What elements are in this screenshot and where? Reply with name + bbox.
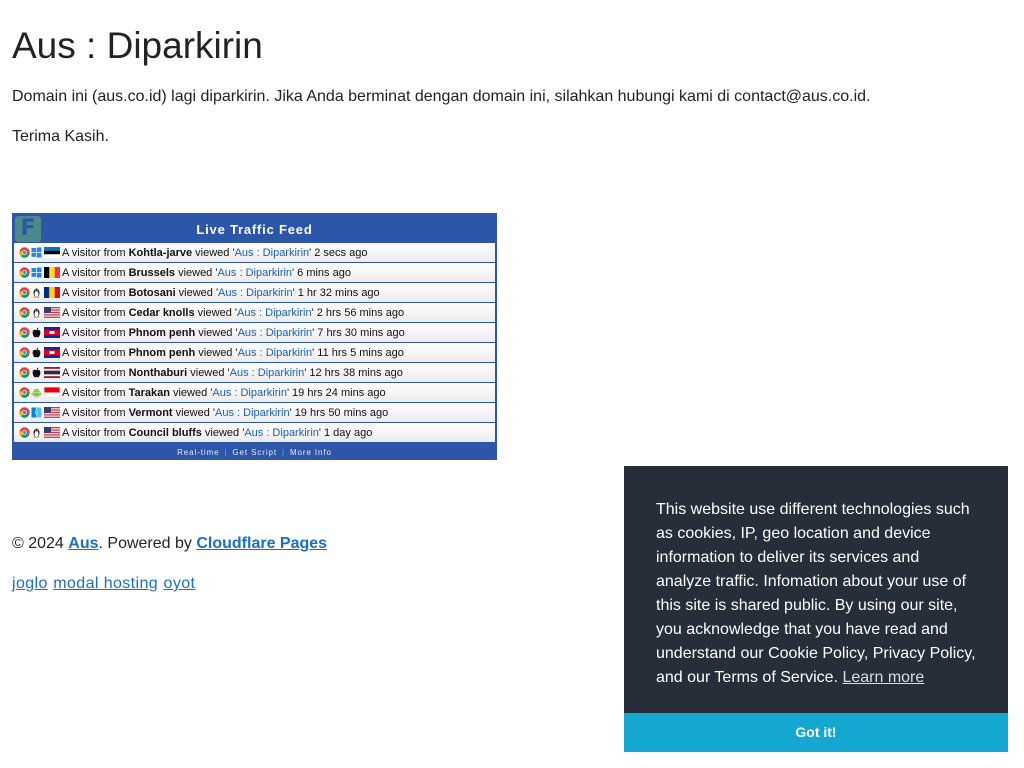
usa-flag	[44, 427, 60, 438]
page-title: Aus : Diparkirin	[12, 25, 263, 66]
feed-row-city: Phnom penh	[128, 346, 196, 359]
chrome-icon	[19, 387, 30, 398]
feed-row-viewed-end: '	[312, 346, 315, 359]
feed-footer	[12, 448, 497, 457]
feed-row-viewed: viewed '	[190, 366, 230, 379]
chrome-icon	[19, 287, 30, 298]
apple-icon	[31, 327, 42, 338]
feed-row-page-link[interactable]: Aus : Diparkirin	[237, 346, 313, 359]
windows-icon	[31, 267, 42, 278]
feed-row-prefix: A visitor from	[62, 406, 126, 419]
romania-flag	[44, 287, 60, 298]
feed-row-time: 1 hr 32 mins ago	[297, 286, 380, 299]
feed-row-prefix: A visitor from	[62, 326, 126, 339]
cambodia-flag	[44, 347, 60, 358]
feed-header	[12, 213, 497, 243]
feed-row-prefix: A visitor from	[62, 366, 126, 379]
feed-row-viewed: viewed '	[197, 306, 238, 319]
feed-row-city: Council bluffs	[128, 426, 202, 439]
chrome-icon	[19, 347, 30, 358]
feed-row-prefix: A visitor from	[62, 266, 126, 279]
feed-row-prefix: A visitor from	[62, 346, 126, 359]
feed-row-page-link[interactable]: Aus : Diparkirin	[215, 406, 290, 419]
chrome-icon	[19, 367, 30, 378]
feed-row-city: Vermont	[128, 406, 173, 419]
cookie-banner	[624, 466, 1008, 752]
feed-row-time: 7 hrs 30 mins ago	[317, 326, 405, 339]
feed-row-city: Kohtla-jarve	[128, 246, 193, 259]
feed-row-viewed-end: '	[304, 366, 307, 379]
feed-row-page-link[interactable]: Aus : Diparkirin	[237, 306, 312, 319]
thailand-flag	[44, 367, 60, 378]
feed-row-time: 2 secs ago	[314, 246, 368, 259]
feed-row-page-link[interactable]: Aus : Diparkirin	[229, 366, 305, 379]
feed-row-page-link[interactable]: Aus : Diparkirin	[218, 286, 293, 299]
feed-get-script-link[interactable]: Get Script	[232, 448, 277, 457]
feed-row-prefix: A visitor from	[62, 386, 126, 399]
feed-row	[14, 263, 495, 282]
feed-row-time: 2 hrs 56 mins ago	[316, 306, 405, 319]
belgium-flag	[44, 267, 60, 278]
footer-credits	[12, 535, 327, 553]
cambodia-flag	[44, 327, 60, 338]
feed-row-prefix: A visitor from	[62, 426, 126, 439]
feed-row	[14, 303, 495, 322]
feed-row	[14, 323, 495, 342]
feed-row-city: Tarakan	[128, 386, 170, 399]
feed-row-page-link[interactable]: Aus : Diparkirin	[217, 266, 293, 279]
chrome-icon	[19, 427, 30, 438]
apple-icon	[31, 347, 42, 358]
feed-row-page-link[interactable]: Aus : Diparkirin	[234, 246, 310, 259]
linux-icon	[31, 287, 42, 298]
feed-row-viewed-end: '	[292, 286, 295, 299]
chrome-icon	[19, 327, 30, 338]
feed-row-city: Nonthaburi	[128, 366, 188, 379]
feed-row-city: Phnom penh	[128, 326, 196, 339]
feed-row-prefix: A visitor from	[62, 246, 126, 259]
modal-hosting-link[interactable]: modal hosting	[53, 575, 159, 592]
feed-row-time: 1 day ago	[324, 426, 373, 439]
feed-row-page-link[interactable]: Aus : Diparkirin	[237, 326, 313, 339]
feed-row-viewed-end: '	[286, 386, 290, 399]
feed-row	[14, 403, 495, 422]
feed-footer-separator: |	[224, 448, 228, 457]
feed-row-viewed-end: '	[289, 406, 292, 419]
feed-row-viewed: viewed '	[198, 346, 238, 359]
chrome-icon	[19, 247, 30, 258]
copyright-text: © 2024	[12, 535, 69, 552]
feed-row-viewed-end: '	[311, 306, 314, 319]
feed-row-viewed: viewed '	[172, 386, 213, 399]
feed-row-city: Botosani	[128, 286, 176, 299]
feed-row-city: Cedar knolls	[128, 306, 195, 319]
live-traffic-feed	[12, 213, 497, 460]
feed-row-city: Brussels	[128, 266, 176, 279]
feed-rows	[14, 243, 495, 443]
site-link[interactable]: Aus	[68, 535, 99, 552]
feed-row-viewed-end: '	[309, 246, 312, 259]
android-icon	[31, 387, 42, 398]
usa-flag	[44, 407, 60, 418]
feed-row-time: 11 hrs 5 mins ago	[317, 346, 404, 359]
feed-row-time: 19 hrs 50 mins ago	[294, 406, 389, 419]
feed-row-viewed: viewed '	[198, 326, 238, 339]
windows-icon	[31, 247, 42, 258]
feed-row	[14, 243, 495, 262]
feedjit-logo-icon[interactable]: F	[15, 216, 41, 242]
feed-row-viewed: viewed '	[178, 266, 218, 279]
finder-icon	[31, 407, 42, 418]
feed-row-page-link[interactable]: Aus : Diparkirin	[212, 386, 287, 399]
feed-row	[14, 343, 495, 362]
feed-title: Live Traffic Feed	[196, 222, 313, 237]
indonesia-flag	[44, 387, 60, 398]
cookie-text: This website use different technologies such as cookies, IP, geo location and device information to deliver its services and analyze traffic. Infomation about your use of this site is shared public. By using our site, you acknowledge that you have read and understand our Cookie Policy, Privacy Policy, and our Terms of Service.	[656, 501, 976, 686]
feed-row-viewed: viewed '	[195, 246, 235, 259]
feed-row-time: 6 mins ago	[297, 266, 351, 279]
chrome-icon	[19, 407, 30, 418]
feed-row-viewed: viewed '	[175, 406, 215, 419]
feed-row	[14, 363, 495, 382]
chrome-icon	[19, 267, 30, 278]
estonia-flag	[44, 247, 60, 258]
feed-row-time: 12 hrs 38 mins ago	[309, 366, 403, 379]
feed-footer-separator: |	[282, 448, 285, 457]
apple-icon	[31, 367, 42, 378]
feed-row	[14, 283, 495, 302]
feed-row-time: 19 hrs 24 mins ago	[292, 386, 386, 399]
feed-more-info-link[interactable]: More Info	[289, 448, 332, 457]
thanks-text: Terima Kasih.	[12, 128, 109, 145]
cookie-message	[656, 498, 978, 690]
got-it-button[interactable]: Got it!	[624, 713, 1008, 752]
learn-more-link[interactable]: Learn more	[842, 669, 925, 686]
cloudflare-pages-link[interactable]: Cloudflare Pages	[196, 535, 328, 552]
feed-row	[14, 423, 495, 442]
footer-links	[12, 575, 196, 593]
feed-row-viewed-end: '	[292, 266, 295, 279]
intro-text: Domain ini (aus.co.id) lagi diparkirin. Jika Anda berminat dengan domain ini, silahkan hubungi kami di contact@aus.co.id.	[12, 88, 871, 105]
linux-icon	[31, 427, 42, 438]
powered-text: . Powered by	[98, 535, 197, 552]
usa-flag	[44, 307, 60, 318]
feed-row-viewed: viewed '	[204, 426, 245, 439]
feed-row-page-link[interactable]: Aus : Diparkirin	[244, 426, 319, 439]
chrome-icon	[19, 307, 30, 318]
feed-row	[14, 383, 495, 402]
feed-row-prefix: A visitor from	[62, 306, 126, 319]
feed-row-viewed-end: '	[312, 326, 315, 339]
feed-row-viewed-end: '	[318, 426, 321, 439]
oyot-link[interactable]: oyot	[163, 575, 196, 592]
joglo-link[interactable]: joglo	[12, 575, 48, 592]
feed-realtime-link[interactable]: Real-time	[177, 448, 220, 457]
feed-row-viewed: viewed '	[178, 286, 219, 299]
feed-row-prefix: A visitor from	[62, 286, 126, 299]
linux-icon	[31, 307, 42, 318]
